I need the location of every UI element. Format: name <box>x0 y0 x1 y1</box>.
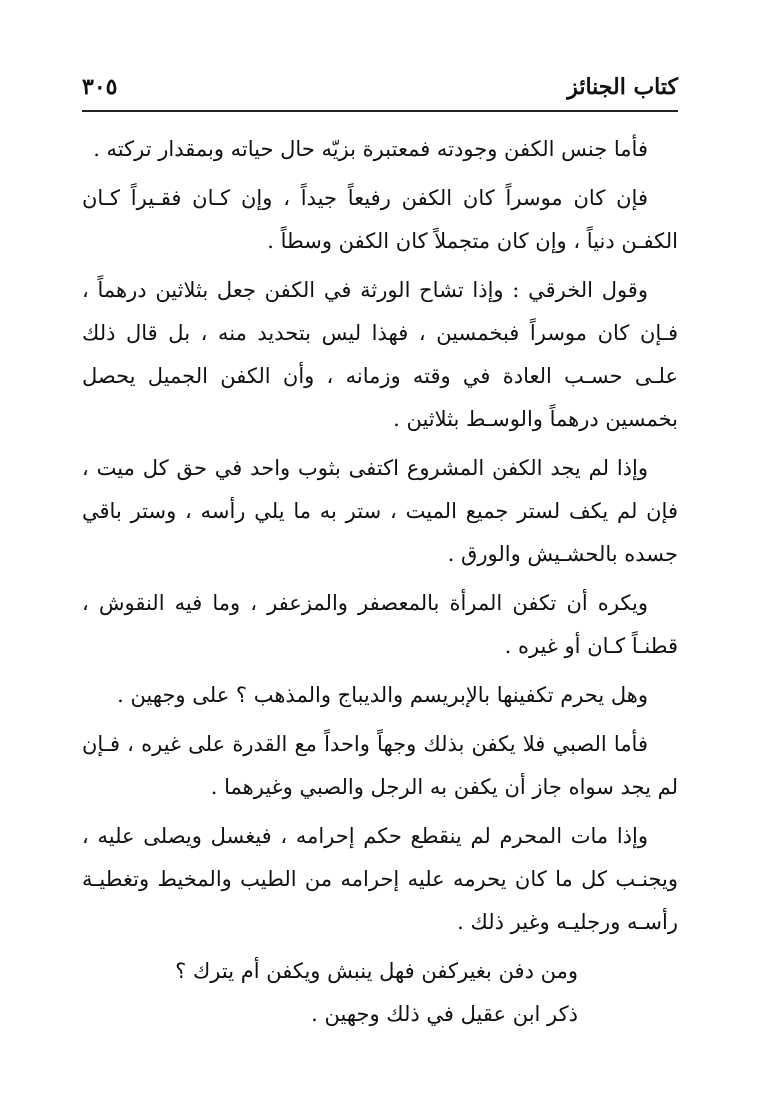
paragraph-single-garment: وإذا لم يجد الكفن المشروع اكتفى بثوب واحد في حق كل ميت ، فإن لم يكف لستر جميع الميت ، ستر به ما يلي رأسه ، وستر باقي جسده بالحشـيش والورق . <box>82 456 678 566</box>
paragraph-wealth-status: فإن كان موسراً كان الكفن رفيعاً جيداً ، وإن كـان فقـيراً كـان الكفـن دنياً ، وإن كان متجملاً كان الكفن وسطاً . <box>82 186 678 253</box>
page-body <box>82 128 678 1042</box>
paragraph-muhrim-death: وإذا مات المحرم لم ينقطع حكم إحرامه ، فيغسل ويصلى عليه ، ويجنـب كل ما كان يحرمه عليه إحرامه من الطيب والمخيط وتغطيـة رأسـه ورجليـه وغير ذلك . <box>82 824 678 934</box>
page-number: ٣٠٥ <box>82 74 118 100</box>
paragraph-kharqi-saying: وقول الخرقي : وإذا تشاح الورثة في الكفن جعل بثلاثين درهماً ، فـإن كان موسراً فبخمسين ، فهذا ليس بتحديد منه ، بل قال ذلك علـى حسـب العادة في وقته وزمانه ، وأن الكفن الجميل يحصل بخمسين درهماً والوسـط بثلاثين . <box>82 278 678 431</box>
paragraph-child-shroud: فأما الصبي فلا يكفن بذلك وجهاً واحداً مع القدرة على غيره ، فـإن لم يجد سواه جاز أن يكفن به الرجل والصبي وغيرهما . <box>82 732 678 799</box>
paragraph-silk-question: وهل يحرم تكفينها بالإبريسم والديباج والمذهب ؟ على وجهين . <box>117 683 648 707</box>
chapter-title: كتاب الجنائز <box>567 74 678 100</box>
running-header <box>82 70 678 104</box>
paragraph-unshrouded-question: ومن دفن بغيركفن فهل ينبش ويكفن أم يترك ؟ <box>175 959 578 983</box>
paragraph-woman-shroud: ويكره أن تكفن المرأة بالمعصفر والمزعفر ، وما فيه النقوش ، قطنـاً كـان أو غيره . <box>82 591 678 658</box>
header-divider <box>82 110 678 112</box>
paragraph-shroud-quality: فأما جنس الكفن وجودته فمعتبرة بزيّه حال حياته وبمقدار تركته . <box>93 137 648 161</box>
paragraph-ibn-aqil: ذكر ابن عقيل في ذلك وجهين . <box>311 1002 578 1026</box>
